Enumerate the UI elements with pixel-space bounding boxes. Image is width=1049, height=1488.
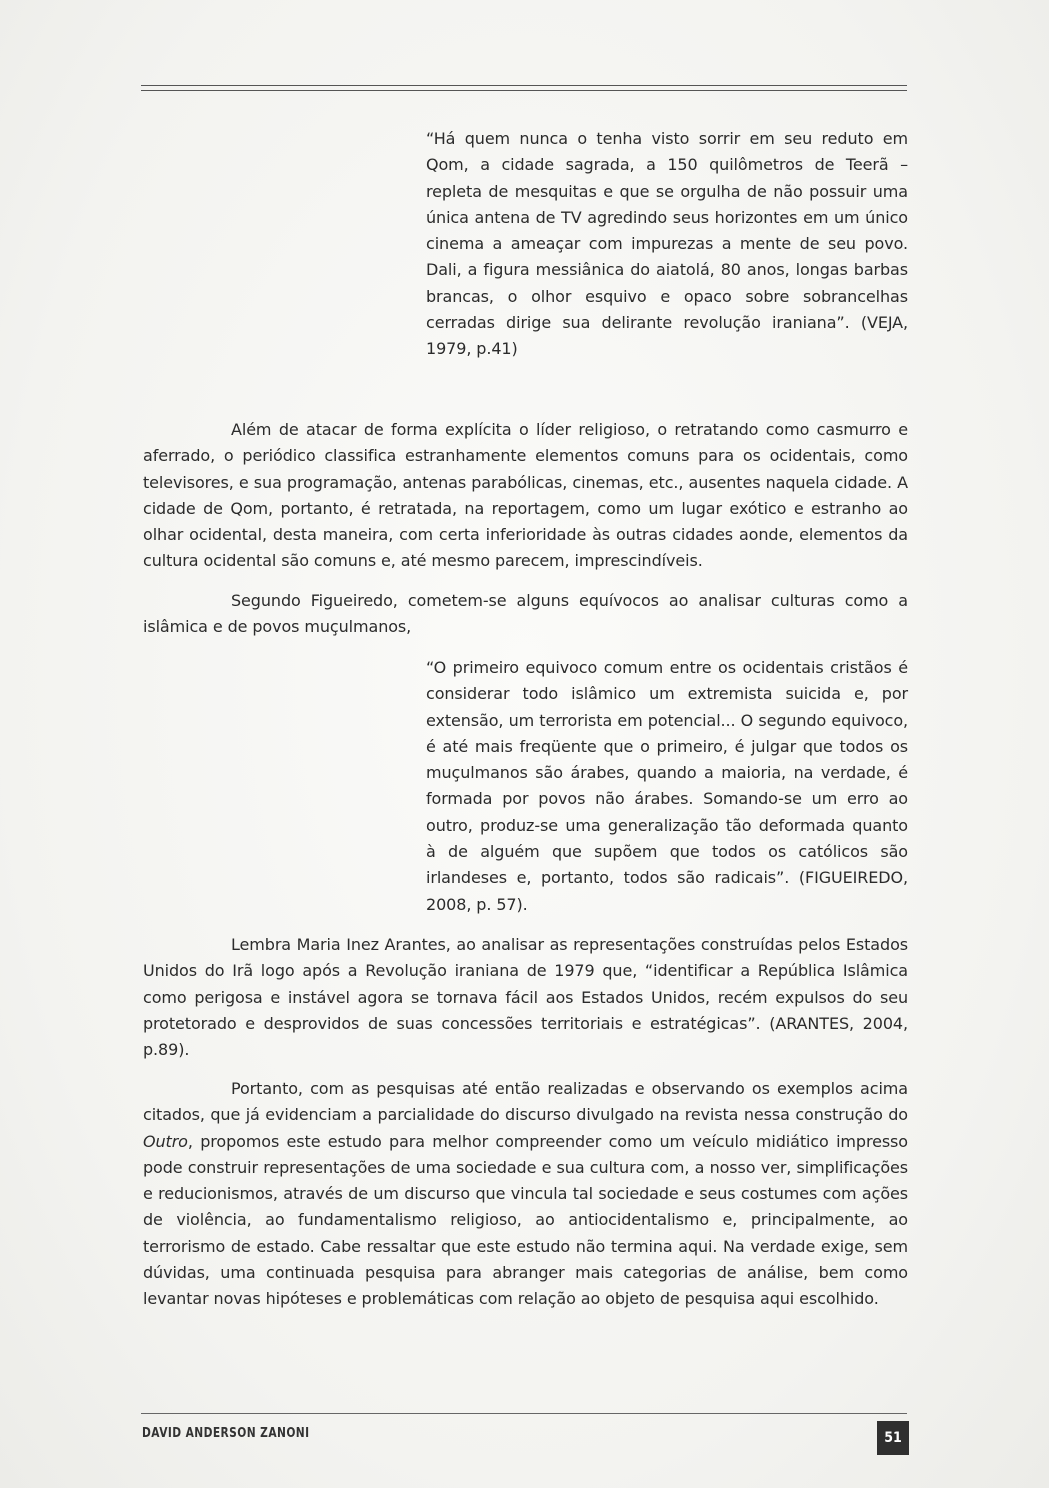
quote-text: “O primeiro equivoco comum entre os ocidentais cristãos é considerar todo islâmico um extremista suicida e, por extensão, um terrorista em potencial... O segundo equivoco, é até mais freqüente que o primeiro, é julgar que todos os muçulmanos são árabes, quando a maioria, na verdade, é formada por povos não árabes. Somando-se um erro ao outro, produz-se uma generalização tão deformada quanto à de alguém que supõem que todos os católicos são irlandeses e, portanto, todos são radicais”. (FIGUEIREDO, 2008, p. 57).: [426, 658, 908, 914]
paragraph-text: [143, 1076, 908, 1313]
italic-term: Outro: [143, 1131, 188, 1151]
header-double-rule: [141, 85, 907, 91]
body-paragraph-1: [143, 417, 908, 575]
paragraph-text-end: , propomos este estudo para melhor compreender como um veículo midiático impresso pode construir representações de uma sociedade e sua cultura com, a nosso ver, simplificações e reducionismos, através de um discurso que vincula tal sociedade e seus costumes com ações de violência, ao fundamentalismo religioso, ao antiocidentalismo e, principalmente, ao terrorismo de estado. Cabe ressaltar que este estudo não termina aqui. Na verdade exige, sem dúvidas, uma continuada pesquisa para abranger mais categorias de análise, bem como levantar novas hipóteses e problemáticas com relação ao objeto de pesquisa aqui escolhido.: [143, 1131, 908, 1309]
page-number-badge: 51: [877, 1421, 909, 1455]
body-paragraph-3: [143, 932, 908, 1063]
paragraph-text-start: Portanto, com as pesquisas até então realizadas e observando os exemplos acima citados, que já evidenciam a parcialidade do discurso divulgado na revista nessa construção do: [143, 1079, 908, 1125]
paragraph-text: Lembra Maria Inez Arantes, ao analisar as representações construídas pelos Estados Unidos do Irã logo após a Revolução iraniana de 1979 que, “identificar a República Islâmica como perigosa e instável agora se tornava fácil aos Estados Unidos, recém expulsos do seu protetorado e desprovidos de suas concessões territoriais e estratégicas”. (ARANTES, 2004, p.89).: [143, 935, 908, 1060]
paragraph-text: Além de atacar de forma explícita o líder religioso, o retratando como casmurro e aferrado, o periódico classifica estranhamente elementos comuns para os ocidentais, como televisores, e sua programação, antenas parabólicas, cinemas, etc., ausentes naquela cidade. A cidade de Qom, portanto, é retratada, na reportagem, como um lugar exótico e estranho ao olhar ocidental, desta maneira, com certa inferioridade às outras cidades aonde, elementos da cultura ocidental são comuns e, até mesmo parecem, imprescindíveis.: [143, 420, 908, 571]
block-quote-veja: [426, 126, 908, 363]
block-quote-figueiredo: [426, 655, 908, 918]
body-paragraph-2: [143, 588, 908, 641]
quote-text: “Há quem nunca o tenha visto sorrir em seu reduto em Qom, a cidade sagrada, a 150 quilômetros de Teerã – repleta de mesquitas e que se orgulha de não possuir uma única antena de TV agredindo seus horizontes em um único cinema a ameaçar com impurezas a mente de seu povo. Dali, a figura messiânica do aiatolá, 80 anos, longas barbas brancas, o olhor esquivo e opaco sobre sobrancelhas cerradas dirige sua delirante revolução iraniana”. (VEJA, 1979, p.41): [426, 129, 908, 359]
body-paragraph-4: [143, 1076, 908, 1313]
footer-rule: [141, 1413, 907, 1414]
paragraph-text: Segundo Figueiredo, cometem-se alguns equívocos ao analisar culturas como a islâmica e de povos muçulmanos,: [143, 591, 908, 637]
footer-author: DAVID ANDERSON ZANONI: [142, 1426, 310, 1441]
